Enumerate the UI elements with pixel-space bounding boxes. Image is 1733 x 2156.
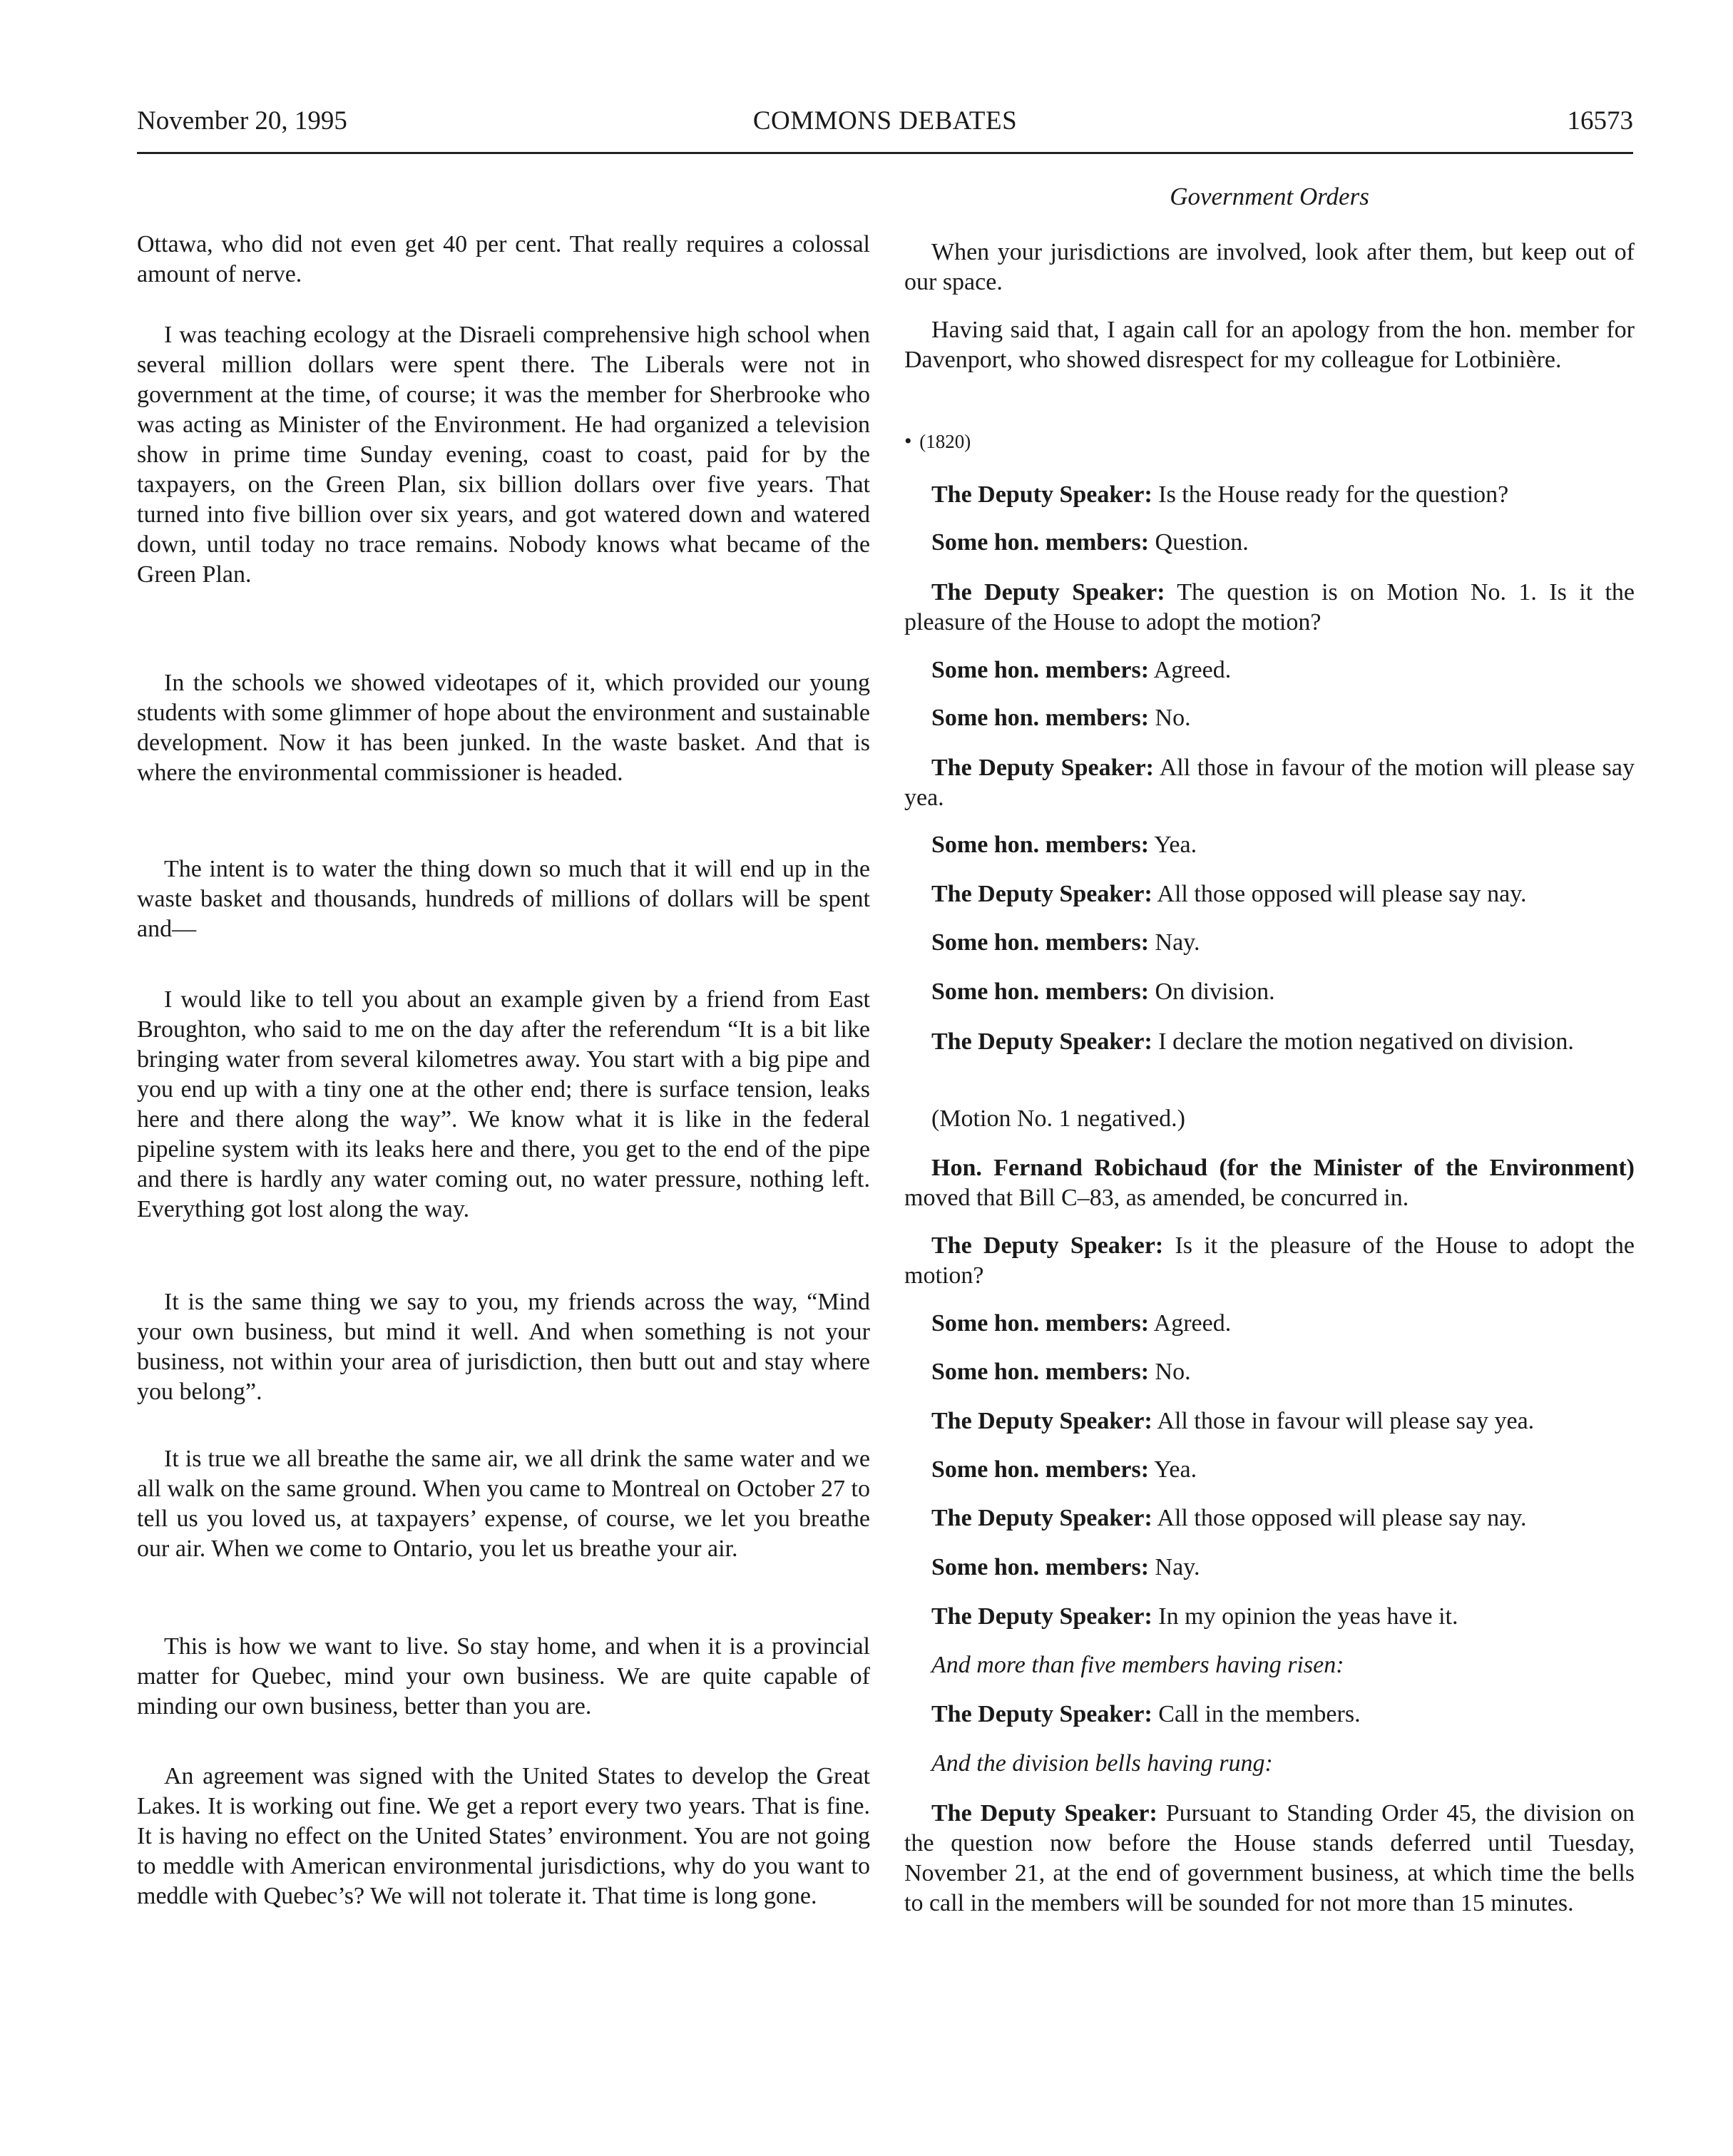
exchange-speaker: Some hon. members: <box>931 705 1150 731</box>
exchange-text: (Motion No. 1 negatived.) <box>931 1105 1185 1132</box>
right-paragraph: Having said that, I again call for an apology from the hon. member for Davenport, who showed disrespect for my colleague for Lotbinière. <box>904 317 1635 373</box>
exchange-text: Agreed. <box>1149 1310 1232 1337</box>
exchange-speaker: Some hon. members: <box>931 1456 1150 1483</box>
exchange-speaker: Some hon. members: <box>931 1359 1150 1385</box>
exchange-text: moved that Bill C–83, as amended, be concurred in. <box>904 1185 1409 1211</box>
exchange-speaker: The Deputy Speaker: <box>931 579 1165 606</box>
right-paragraph: When your jurisdictions are involved, look after them, but keep out of our space. <box>904 239 1635 295</box>
exchange-text: And the division bells having rung: <box>931 1750 1273 1777</box>
exchange-speaker: The Deputy Speaker: <box>931 1701 1152 1727</box>
exchange-text: Agreed. <box>1149 657 1232 683</box>
header-date: November 20, 1995 <box>137 106 347 136</box>
exchange-row <box>904 1406 1635 1436</box>
exchange-row <box>904 1602 1635 1632</box>
exchange-speaker: The Deputy Speaker: <box>931 1028 1152 1055</box>
header-rule <box>137 152 1633 154</box>
exchange-row <box>904 703 1635 733</box>
exchange-row <box>904 578 1635 638</box>
left-paragraph: The intent is to water the thing down so much that it will end up in the waste basket and thousands, hundreds of millions of dollars will be spent and— <box>137 856 870 942</box>
left-paragraph: In the schools we showed videotapes of it, which provided our young students with some glimmer of hope about the environment and sustainable development. Now it has been junked. In the waste basket. And that is where the environmental commissioner is headed. <box>137 670 870 786</box>
exchange-text: All those in favour will please say yea. <box>1152 1408 1535 1434</box>
left-paragraph: An agreement was signed with the United States to develop the Great Lakes. It is working out fine. We get a report every two years. That is fine. It is having no effect on the United States’ environment. You are not going to meddle with American environmental jurisdictions, why do you want to meddle with Quebec’s? We will not tolerate it. That time is long gone. <box>137 1763 870 1909</box>
exchange-speaker: Some hon. members: <box>931 1310 1150 1337</box>
exchange-row <box>904 1357 1635 1387</box>
exchange-speaker: The Deputy Speaker: <box>931 1800 1157 1827</box>
time-marker-bullet: • <box>904 429 912 453</box>
exchange-text: On division. <box>1149 979 1275 1005</box>
exchange-speaker: Some hon. members: <box>931 657 1150 683</box>
exchange-text: No. <box>1149 705 1191 731</box>
exchange-row <box>904 528 1635 558</box>
exchange-row <box>904 830 1635 860</box>
exchange-speaker: Some hon. members: <box>931 832 1150 858</box>
exchange-row <box>904 1700 1635 1730</box>
exchange-text: And more than five members having risen: <box>931 1652 1344 1678</box>
exchange-row <box>904 1231 1635 1291</box>
exchange-speaker: Hon. Fernand Robichaud (for the Minister of the Environment) <box>931 1155 1635 1181</box>
exchange-speaker: The Deputy Speaker: <box>931 481 1152 508</box>
exchange-text: Call in the members. <box>1152 1701 1361 1727</box>
left-paragraph: I was teaching ecology at the Disraeli comprehensive high school when several million dollars were spent there. The Liberals were not in government at the time, of course; it was the member for Sherbrooke who was acting as Minister of the Environment. He had organized a television show in prime time Sunday evening, coast to coast, paid for by the taxpayers, on the Green Plan, six billion dollars over five years. That turned into five billion over six years, and got watered down and watered down, until today no trace remains. Nobody knows what became of the Green Plan. <box>137 322 870 588</box>
exchange-speaker: Some hon. members: <box>931 529 1150 556</box>
stage-direction <box>904 1749 1635 1779</box>
exchange-text: Nay. <box>1149 929 1200 956</box>
exchange-text: All those in favour of the motion will please say yea. <box>904 755 1635 811</box>
exchange-row <box>904 977 1635 1007</box>
exchange-text: Is it the pleasure of the House to adopt the motion? <box>904 1232 1635 1289</box>
exchange-speaker: The Deputy Speaker: <box>931 1232 1164 1259</box>
left-paragraph: Ottawa, who did not even get 40 per cent. That really requires a colossal amount of nerve. <box>137 231 870 287</box>
exchange-row <box>904 1104 1635 1134</box>
exchange-text: Yea. <box>1149 1456 1197 1483</box>
header-publication: COMMONS DEBATES <box>752 106 1018 136</box>
exchange-row <box>904 1553 1635 1583</box>
exchange-row <box>904 655 1635 685</box>
left-paragraph: I would like to tell you about an example given by a friend from East Broughton, who said to me on the day after the referendum “It is a bit like bringing water from several kilometres away. You start with a big pipe and you end up with a tiny one at the other end; there is surface tension, leaks here and there along the way”. We know what it is like in the federal pipeline system with its leaks here and there, you get to the end of the pipe and there is hardly any water coming out, no water pressure, nothing left. Everything got lost along the way. <box>137 986 870 1222</box>
header-page-number: 16573 <box>1567 106 1633 136</box>
exchange-speaker: The Deputy Speaker: <box>931 1505 1152 1531</box>
exchange-row <box>904 1309 1635 1339</box>
exchange-speaker: The Deputy Speaker: <box>931 1408 1152 1434</box>
exchange-speaker: Some hon. members: <box>931 979 1150 1005</box>
exchange-text: Question. <box>1149 529 1249 556</box>
left-paragraph: It is true we all breathe the same air, we all drink the same water and we all walk on the same ground. When you came to Montreal on October 27 to tell us you loved us, at taxpayers’ expense, of course, we let you breathe our air. When we come to Ontario, you let us breathe your air. <box>137 1446 870 1562</box>
exchange-row <box>904 1503 1635 1533</box>
time-marker <box>904 426 971 456</box>
exchange-row <box>904 1027 1635 1057</box>
exchange-text: No. <box>1149 1359 1191 1385</box>
exchange-row <box>904 480 1635 510</box>
exchange-row <box>904 1799 1635 1919</box>
exchange-text: I declare the motion negatived on division. <box>1152 1028 1574 1055</box>
exchange-speaker: The Deputy Speaker: <box>931 755 1155 781</box>
exchange-text: Is the House ready for the question? <box>1152 481 1509 508</box>
exchange-text: Pursuant to Standing Order 45, the division on the question now before the House stands deferred until Tuesday, November 21, at the end of government business, at which time the bells to call in the members will be sounded for not more than 15 minutes. <box>904 1800 1635 1916</box>
page-header <box>137 106 1633 143</box>
exchange-row <box>904 753 1635 813</box>
exchange-text: In my opinion the yeas have it. <box>1152 1603 1458 1630</box>
exchange-speaker: The Deputy Speaker: <box>931 881 1152 907</box>
left-paragraph: It is the same thing we say to you, my friends across the way, “Mind your own business, but mind it well. And when something is not your business, not within your area of jurisdiction, then butt out and stay where you belong”. <box>137 1289 870 1405</box>
exchange-speaker: The Deputy Speaker: <box>931 1603 1152 1630</box>
time-marker-time: (1820) <box>919 431 971 452</box>
exchange-row <box>904 1153 1635 1213</box>
stage-direction <box>904 1650 1635 1680</box>
exchange-text: All those opposed will please say nay. <box>1152 1505 1527 1531</box>
exchange-row <box>904 928 1635 958</box>
exchange-row <box>904 879 1635 909</box>
exchange-speaker: Some hon. members: <box>931 1554 1150 1580</box>
exchange-text: Yea. <box>1149 832 1197 858</box>
exchange-row <box>904 1455 1635 1485</box>
exchange-text: The question is on Motion No. 1. Is it the pleasure of the House to adopt the motion? <box>904 579 1635 635</box>
exchange-speaker: Some hon. members: <box>931 929 1150 956</box>
exchange-text: All those opposed will please say nay. <box>1152 881 1527 907</box>
exchange-text: Nay. <box>1149 1554 1200 1580</box>
section-heading: Government Orders <box>1170 183 1369 210</box>
left-paragraph: This is how we want to live. So stay home, and when it is a provincial matter for Quebec, mind your own business. We are quite capable of minding our own business, better than you are. <box>137 1633 870 1720</box>
